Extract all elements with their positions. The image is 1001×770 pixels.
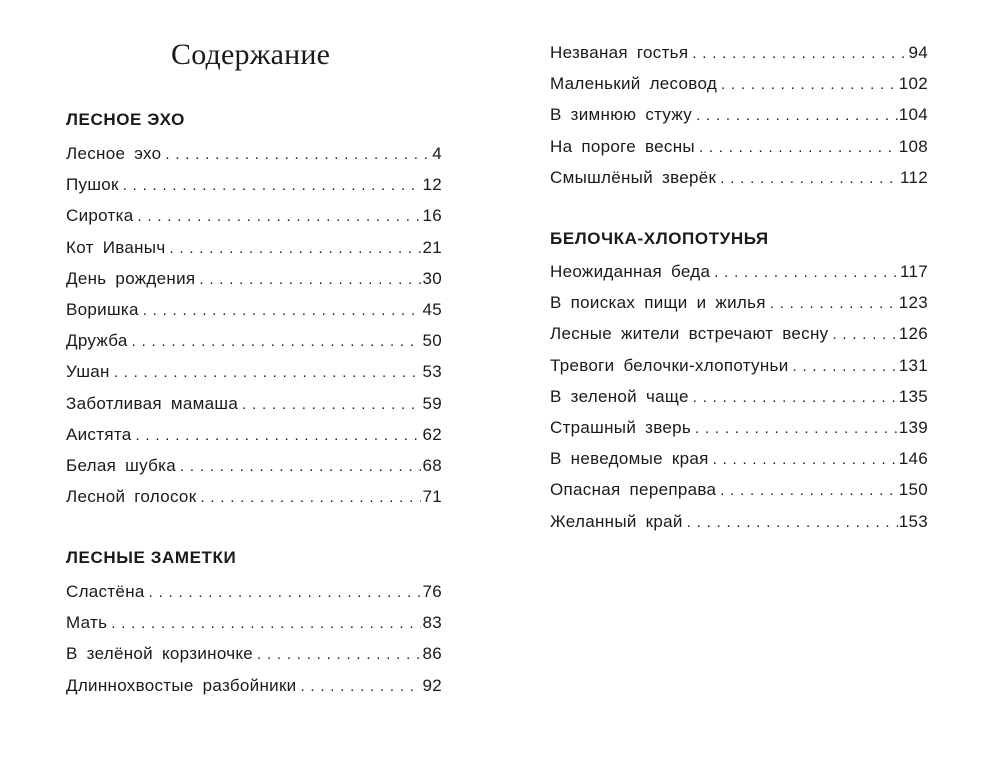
dot-leader: [242, 389, 421, 420]
dot-leader: [720, 163, 899, 194]
page-number: 104: [898, 105, 928, 125]
dot-leader: [143, 295, 422, 326]
toc-entry[interactable]: [66, 169, 442, 200]
page-number: 108: [898, 136, 928, 156]
section-heading-lesnye-zametki: ЛЕСНЫЕ ЗАМЕТКИ: [66, 548, 237, 567]
page-number: 102: [898, 74, 928, 94]
entry-title: В зимнюю стужу: [550, 105, 693, 125]
page-number: 16: [422, 206, 442, 226]
entry-title: Тревоги белочки-хлопотуньи: [550, 355, 789, 375]
dot-leader: [832, 319, 897, 350]
dot-leader: [714, 257, 899, 288]
entry-title: Смышлёный зверёк: [550, 167, 717, 187]
page-number: 135: [898, 386, 928, 406]
toc-list-continued: [550, 37, 928, 193]
page-number: 146: [898, 449, 928, 469]
entry-title: Ушан: [66, 362, 110, 382]
toc-list-belochka: [550, 256, 928, 537]
entry-title: Лесной голосок: [66, 487, 197, 507]
toc-entry[interactable]: [550, 474, 928, 505]
dot-leader: [169, 233, 421, 264]
page-number: 153: [898, 511, 928, 531]
dot-leader: [111, 608, 421, 639]
toc-entry[interactable]: [550, 256, 928, 287]
page-title: Содержание: [171, 38, 331, 71]
toc-entry[interactable]: [66, 200, 442, 231]
toc-entry[interactable]: [550, 443, 928, 474]
dot-leader: [720, 475, 898, 506]
page-number: 62: [422, 424, 442, 444]
entry-title: Желанный край: [550, 511, 683, 531]
page-number: 86: [422, 644, 442, 664]
toc-entry[interactable]: [66, 670, 442, 701]
page-number: 76: [422, 582, 442, 601]
toc-entry[interactable]: [550, 412, 928, 443]
dot-leader: [687, 507, 898, 538]
dot-leader: [713, 444, 898, 475]
dot-leader: [200, 482, 421, 513]
page-number: 126: [898, 324, 928, 344]
entry-title: В зеленой чаще: [550, 386, 689, 406]
entry-title: Дружба: [66, 331, 128, 351]
toc-list-lesnoe-eho: [66, 138, 442, 512]
page-number: 53: [422, 362, 442, 382]
page-number: 21: [422, 237, 442, 257]
entry-title: Лесные жители встречают весну: [550, 324, 829, 344]
toc-entry[interactable]: [550, 99, 928, 130]
page-number: 45: [422, 299, 442, 319]
page-number: 150: [898, 480, 928, 500]
entry-title: Сластёна: [66, 582, 145, 601]
dot-leader: [123, 170, 422, 201]
page-number: 123: [898, 293, 928, 313]
entry-title: Лесное эхо: [66, 144, 162, 163]
section-heading-belochka: БЕЛОЧКА-ХЛОПОТУНЬЯ: [550, 229, 769, 248]
toc-entry[interactable]: [66, 294, 442, 325]
page-number: 94: [908, 43, 928, 62]
entry-title: Воришка: [66, 299, 139, 319]
toc-entry[interactable]: [550, 287, 928, 318]
page-number: 50: [422, 331, 442, 351]
dot-leader: [695, 413, 898, 444]
entry-title: День рождения: [66, 268, 196, 288]
entry-title: Длиннохвостые разбойники: [66, 675, 297, 695]
toc-entry[interactable]: [66, 263, 442, 294]
entry-title: Кот Иваныч: [66, 237, 166, 257]
page-number: 30: [422, 268, 442, 288]
entry-title: Пушок: [66, 175, 119, 195]
toc-entry[interactable]: [66, 325, 442, 356]
dot-leader: [770, 288, 898, 319]
page-number: 59: [422, 393, 442, 413]
toc-entry[interactable]: [550, 37, 928, 68]
toc-entry[interactable]: [66, 419, 442, 450]
entry-title: На пороге весны: [550, 136, 695, 156]
dot-leader: [135, 420, 421, 451]
dot-leader: [199, 264, 421, 295]
dot-leader: [132, 326, 422, 357]
dot-leader: [699, 132, 898, 163]
page-number: 12: [422, 175, 442, 195]
entry-title: Аистята: [66, 424, 132, 444]
entry-title: В зелёной корзиночке: [66, 644, 254, 664]
page-number: 71: [422, 487, 442, 507]
entry-title: Сиротка: [66, 206, 134, 226]
page-number: 83: [422, 613, 442, 633]
toc-entry[interactable]: [550, 318, 928, 349]
entry-title: Маленький лесовод: [550, 74, 718, 94]
toc-entry[interactable]: [66, 388, 442, 419]
page-number: 117: [899, 262, 928, 281]
toc-entry[interactable]: [66, 232, 442, 263]
toc-list-lesnye-zametki: [66, 576, 442, 701]
toc-entry[interactable]: [66, 138, 442, 169]
dot-leader: [692, 38, 907, 69]
toc-entry[interactable]: [550, 350, 928, 381]
dot-leader: [721, 69, 898, 100]
dot-leader: [165, 139, 431, 170]
dot-leader: [300, 671, 421, 702]
dot-leader: [693, 382, 898, 413]
entry-title: В поисках пищи и жилья: [550, 293, 766, 313]
page-number: 68: [422, 455, 442, 475]
page-number: 112: [899, 167, 928, 187]
entry-title: Заботливая мамаша: [66, 393, 239, 413]
section-heading-lesnoe-eho: ЛЕСНОЕ ЭХО: [66, 110, 185, 129]
toc-entry[interactable]: [550, 131, 928, 162]
toc-entry[interactable]: [66, 576, 442, 607]
toc-entry[interactable]: [66, 356, 442, 387]
dot-leader: [149, 577, 422, 608]
dot-leader: [793, 351, 898, 382]
toc-entry[interactable]: [66, 638, 442, 669]
page-number: 4: [432, 144, 442, 163]
dot-leader: [114, 357, 422, 388]
dot-leader: [696, 100, 898, 131]
dot-leader: [180, 451, 422, 482]
toc-entry[interactable]: [66, 450, 442, 481]
toc-entry[interactable]: [66, 607, 442, 638]
toc-entry[interactable]: [66, 481, 442, 512]
page-number: 139: [898, 417, 928, 437]
entry-title: Мать: [66, 613, 108, 633]
dot-leader: [137, 201, 421, 232]
toc-entry[interactable]: [550, 506, 928, 537]
entry-title: Белая шубка: [66, 455, 176, 475]
entry-title: Страшный зверь: [550, 417, 692, 437]
toc-entry[interactable]: [550, 381, 928, 412]
toc-entry[interactable]: [550, 68, 928, 99]
entry-title: Опасная переправа: [550, 480, 717, 500]
page-number: 131: [898, 355, 928, 375]
entry-title: Неожиданная беда: [550, 262, 711, 281]
entry-title: Незваная гостья: [550, 43, 689, 62]
toc-entry[interactable]: [550, 162, 928, 193]
dot-leader: [257, 639, 421, 670]
entry-title: В неведомые края: [550, 449, 709, 469]
page-number: 92: [422, 675, 442, 695]
